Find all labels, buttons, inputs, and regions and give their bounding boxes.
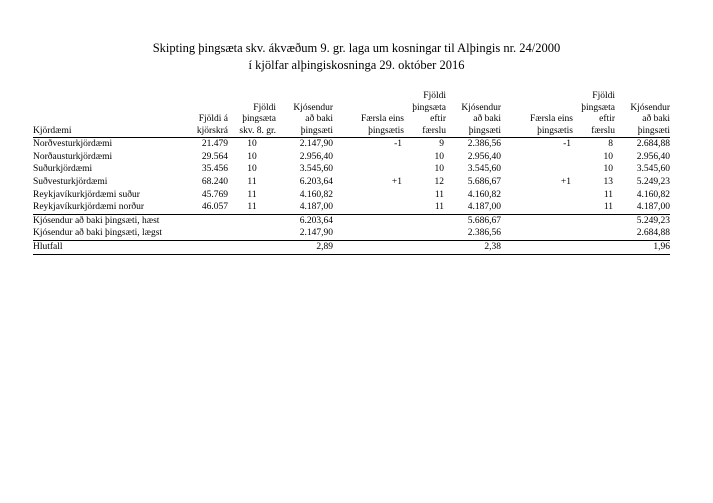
voters-per-seat-1: 4.160,82 (299, 189, 333, 200)
seats-value: 11 (247, 176, 257, 187)
kjorskra-value: 21.479 (201, 139, 228, 150)
table-row (33, 189, 670, 202)
summary-value-3: 5.249,23 (615, 214, 670, 227)
voters-per-seat-3: 5.249,23 (636, 176, 670, 187)
voters-per-seat-3: 2.956,40 (636, 151, 670, 162)
district-name: Suðvesturkjördæmi (33, 176, 108, 187)
seats-after-2: 10 (603, 164, 613, 175)
transfer-2: -1 (563, 139, 571, 150)
transfer-2 (501, 189, 573, 202)
voters-per-seat-1: 2.147,90 (299, 139, 333, 150)
seats-value: 10 (247, 139, 257, 150)
header-fjoldi-thingsaeta: Fjöldi þingsæta skv. 8. gr. (228, 91, 276, 138)
kjorskra-value: 68.240 (201, 176, 228, 187)
seats-after-1: 10 (434, 151, 444, 162)
header-kjosendur-3: Kjósendur að baki þingsæti (615, 91, 670, 138)
summary-row-lowest (33, 228, 670, 241)
voters-per-seat-2: 3.545,60 (467, 164, 501, 175)
transfer-2 (501, 164, 573, 177)
summary-value-1: 2.147,90 (276, 228, 333, 241)
summary-value-2: 2.386,56 (446, 228, 501, 241)
summary-value-2: 2,38 (446, 241, 501, 255)
seats-after-1: 11 (434, 202, 444, 213)
title-line-2: í kjölfar alþingiskosninga 29. október 2016 (248, 58, 465, 72)
seats-after-1: 11 (434, 189, 444, 200)
voters-per-seat-2: 4.187,00 (467, 202, 501, 213)
table-row (33, 138, 670, 151)
seats-after-1: 10 (434, 164, 444, 175)
voters-per-seat-2: 4.160,82 (467, 189, 501, 200)
transfer-1 (333, 164, 404, 177)
kjorskra-value: 46.057 (201, 202, 228, 213)
seats-value: 11 (247, 202, 257, 213)
seats-after-2: 10 (603, 151, 613, 162)
header-kjosendur-2: Kjósendur að baki þingsæti (446, 91, 501, 138)
kjorskra-value: 29.564 (201, 151, 228, 162)
summary-value-3: 1,96 (615, 241, 670, 255)
header-fjoldi-eftir-1: Fjöldi þingsæta eftir færslu (404, 91, 446, 138)
kjorskra-value: 35.456 (201, 164, 228, 175)
voters-per-seat-1: 6.203,64 (299, 176, 333, 187)
voters-per-seat-2: 5.686,67 (467, 176, 501, 187)
header-fjoldi-kjorskra: Fjöldi á kjörskrá (170, 91, 228, 138)
district-name: Reykjavíkurkjördæmi norður (33, 202, 145, 213)
kjorskra-value: 45.769 (201, 189, 228, 200)
transfer-1: -1 (394, 139, 402, 150)
voters-per-seat-3: 3.545,60 (636, 164, 670, 175)
voters-per-seat-3: 2.684,88 (636, 139, 670, 150)
voters-per-seat-2: 2.386,56 (467, 139, 501, 150)
transfer-1 (333, 189, 404, 202)
seats-value: 10 (247, 151, 257, 162)
summary-row-highest (33, 214, 670, 227)
table-row (33, 151, 670, 164)
table-row (33, 176, 670, 189)
seats-after-2: 11 (603, 189, 613, 200)
district-name: Norðvesturkjördæmi (33, 139, 113, 150)
summary-value-3: 2.684,88 (615, 228, 670, 241)
district-name: Norðausturkjördæmi (33, 151, 113, 162)
seats-after-2: 11 (603, 202, 613, 213)
summary-value-1: 2,89 (276, 241, 333, 255)
transfer-1: +1 (391, 176, 402, 187)
transfer-2 (501, 151, 573, 164)
voters-per-seat-3: 4.187,00 (636, 202, 670, 213)
summary-row-ratio (33, 241, 670, 255)
voters-per-seat-1: 4.187,00 (299, 202, 333, 213)
district-name: Suðurkjördæmi (33, 164, 93, 175)
seats-after-2: 8 (608, 139, 613, 150)
header-fjoldi-eftir-2: Fjöldi þingsæta eftir færslu (573, 91, 615, 138)
header-row (33, 91, 670, 138)
seats-after-2: 13 (603, 176, 613, 187)
header-faersla-1: Færsla eins þingsætis (333, 91, 404, 138)
voters-per-seat-1: 2.956,40 (299, 151, 333, 162)
title-line-1: Skipting þingsæta skv. ákvæðum 9. gr. laga um kosningar til Alþingis nr. 24/2000 (152, 41, 561, 55)
summary-value-1: 6.203,64 (276, 214, 333, 227)
seats-after-1: 12 (434, 176, 444, 187)
transfer-1 (333, 201, 404, 214)
voters-per-seat-1: 3.545,60 (299, 164, 333, 175)
header-kjordaemi: Kjördæmi (33, 91, 170, 138)
seats-after-1: 9 (439, 139, 444, 150)
seats-value: 10 (247, 164, 257, 175)
header-kjosendur-1: Kjósendur að baki þingsæti (276, 91, 333, 138)
seat-allocation-table (33, 91, 670, 255)
district-name: Reykjavíkurkjördæmi suður (33, 189, 140, 200)
summary-label: Hlutfall (33, 241, 276, 255)
table-row (33, 164, 670, 177)
summary-label: Kjósendur að baki þingsæti, lægst (33, 228, 276, 241)
voters-per-seat-3: 4.160,82 (636, 189, 670, 200)
header-faersla-2: Færsla eins þingsætis (501, 91, 573, 138)
transfer-2: +1 (560, 176, 571, 187)
seats-value: 11 (247, 189, 257, 200)
voters-per-seat-2: 2.956,40 (467, 151, 501, 162)
summary-value-2: 5.686,67 (446, 214, 501, 227)
transfer-2 (501, 201, 573, 214)
table-row (33, 201, 670, 214)
summary-label: Kjósendur að baki þingsæti, hæst (33, 214, 276, 227)
transfer-1 (333, 151, 404, 164)
